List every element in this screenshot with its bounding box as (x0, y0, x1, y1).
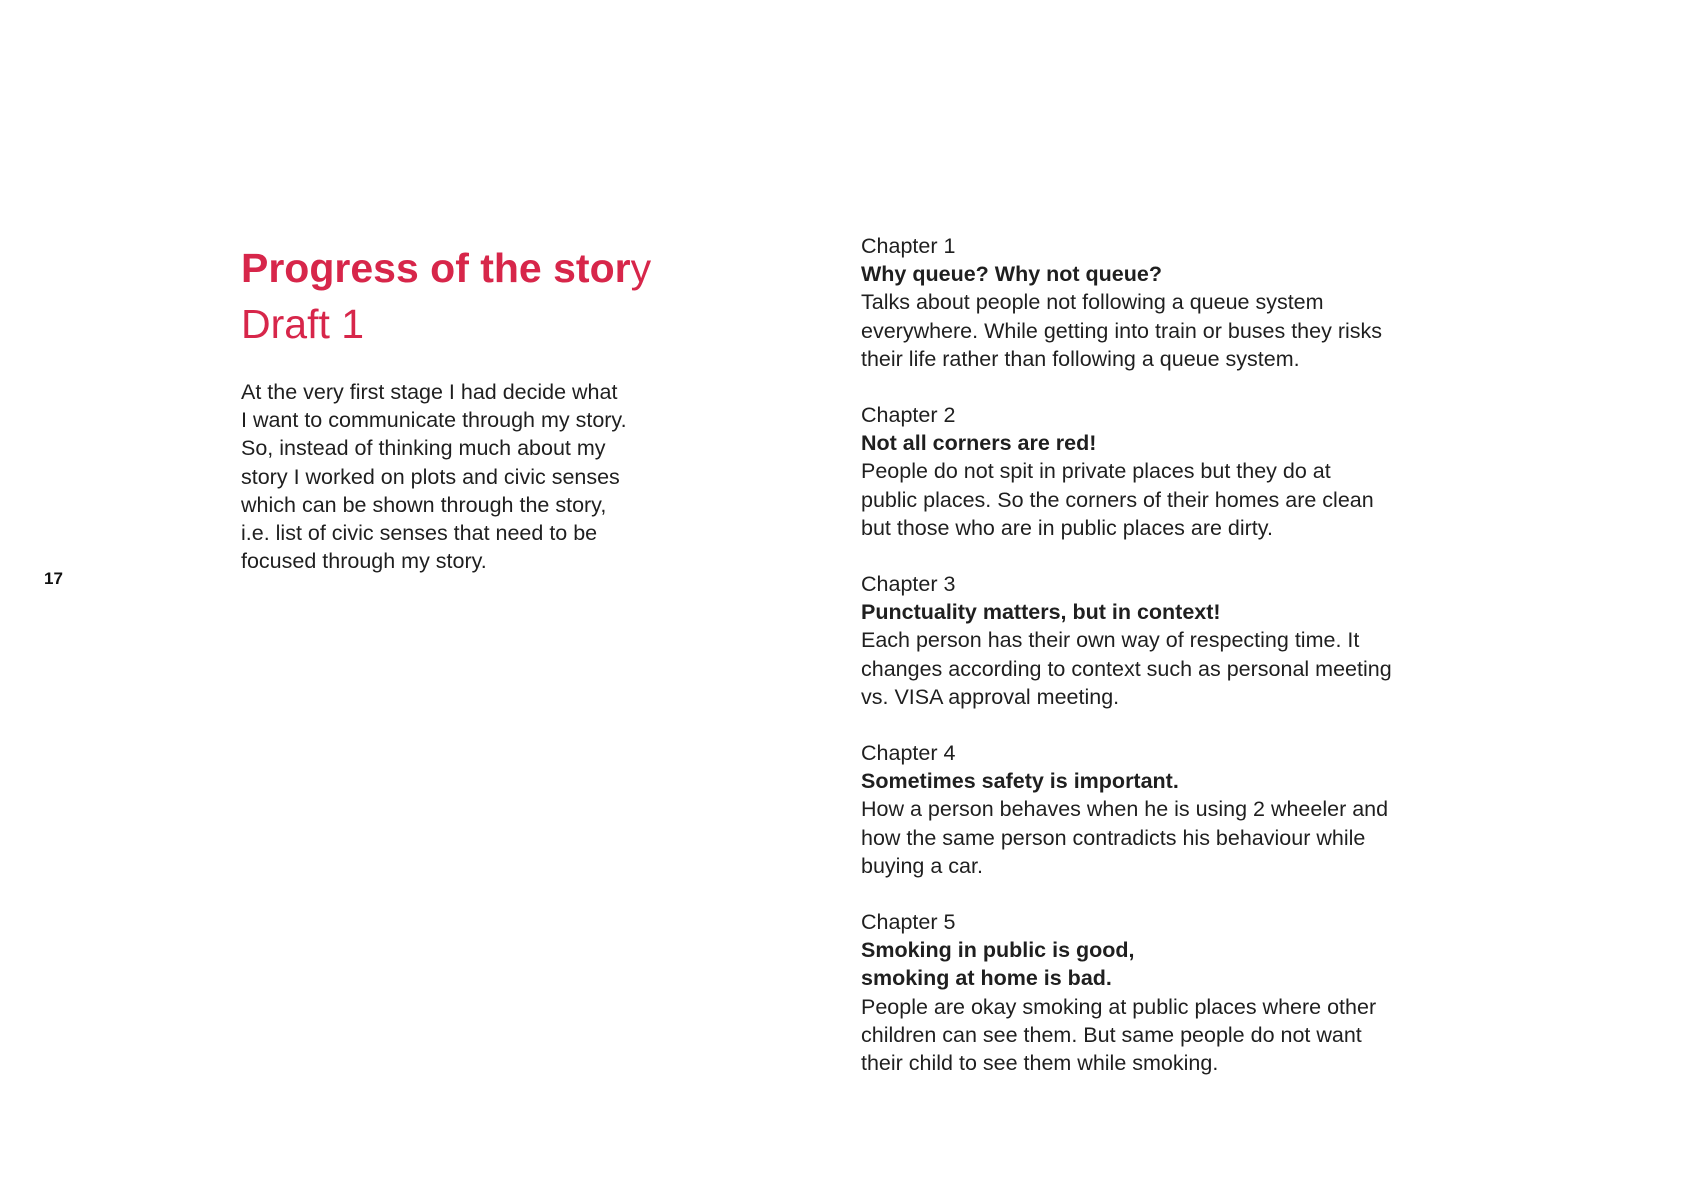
chapter-3 (861, 570, 1501, 711)
chapter-body: People do not spit in private places but they do at public places. So the corners of their homes are clean but those who are in public places are dirty. (861, 459, 1374, 540)
intro-paragraph: At the very first stage I had decide what I want to communicate through my story. So, instead of thinking much about my story I worked on plots and civic senses which can be shown through the story, i.e. list of civic senses that need to be focused through my story. (241, 380, 627, 574)
chapter-label: Chapter 1 (861, 234, 956, 258)
chapter-label: Chapter 3 (861, 572, 956, 597)
page-number: 17 (44, 569, 63, 588)
chapter-label: Chapter 2 (861, 403, 956, 428)
chapter-5 (861, 908, 1501, 1077)
page-title-main: Progress of the stor (241, 245, 631, 291)
chapter-title: Sometimes safety is important. (861, 769, 1179, 794)
chapter-title: Why queue? Why not queue? (861, 262, 1162, 287)
chapter-title: Punctuality matters, but in context! (861, 600, 1221, 625)
chapter-4 (861, 739, 1501, 880)
chapter-body: Each person has their own way of respecting time. It changes according to context such as personal meeting vs. VISA approval meeting. (861, 628, 1392, 709)
chapter-body: People are okay smoking at public places where other children can see them. But same people do not want their child to see them while smoking. (861, 994, 1377, 1076)
page-title-tail: y (630, 245, 652, 291)
chapter-body: How a person behaves when he is using 2 wheeler and how the same person contradicts his behaviour while buying a car. (861, 797, 1389, 878)
chapter-1 (861, 232, 1501, 373)
chapter-label: Chapter 4 (861, 741, 956, 766)
chapter-body: Talks about people not following a queue system everywhere. While getting into train or buses they risks their life rather than following a queue system. (861, 290, 1383, 371)
chapter-list (861, 232, 1501, 1105)
chapter-title: Not all corners are red! (861, 431, 1097, 456)
chapter-2 (861, 401, 1501, 542)
page-title (241, 240, 711, 296)
chapter-title: Smoking in public is good, smoking at home is bad. (861, 938, 1135, 991)
page-subtitle: Draft 1 (241, 301, 365, 347)
chapter-label: Chapter 5 (861, 910, 956, 935)
intro-column (241, 240, 711, 575)
